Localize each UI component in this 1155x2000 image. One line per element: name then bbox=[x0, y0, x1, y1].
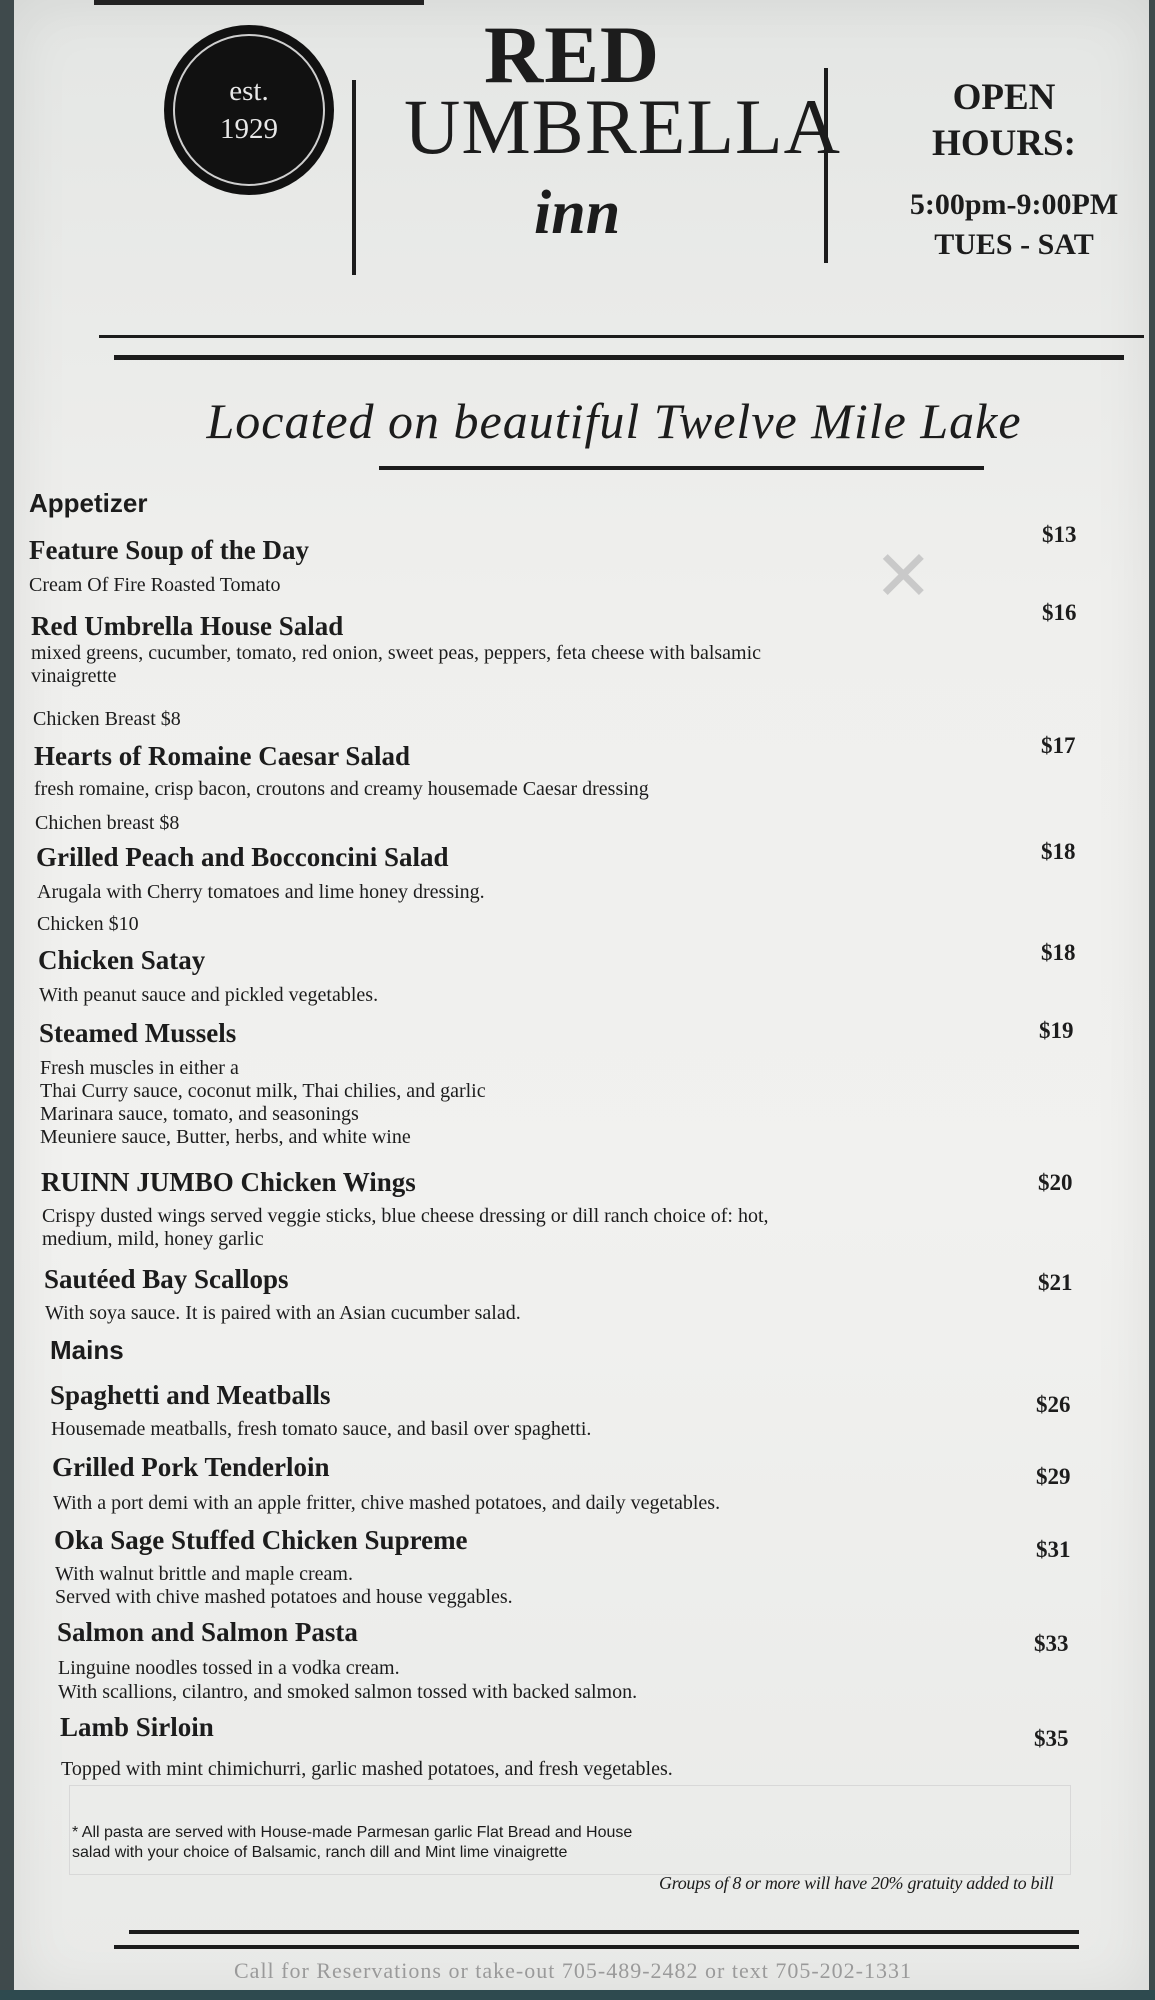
menu-item-name: Sautéed Bay Scallops bbox=[44, 1264, 289, 1294]
tagline-underline bbox=[379, 466, 984, 470]
tagline: Located on beautiful Twelve Mile Lake bbox=[206, 393, 1022, 449]
menu-page bbox=[14, 0, 1149, 2000]
menu-item-price: $29 bbox=[1036, 1464, 1071, 1489]
restaurant-name-line2: UMBRELLA bbox=[404, 83, 841, 170]
menu-item-name: Red Umbrella House Salad bbox=[31, 611, 344, 641]
menu-item-price: $35 bbox=[1034, 1726, 1069, 1751]
open-hours-heading bbox=[914, 75, 1094, 167]
menu-item-price: $31 bbox=[1036, 1537, 1071, 1562]
menu-item-desc: Served with chive mashed potatoes and house veggables. bbox=[55, 1586, 513, 1608]
menu-item-name: Grilled Pork Tenderloin bbox=[52, 1452, 330, 1482]
header-divider-left bbox=[352, 80, 356, 275]
gratuity-note: Groups of 8 or more will have 20% gratuity added to bill bbox=[659, 1873, 1054, 1893]
menu-item-desc: Arugala with Cherry tomatoes and lime honey dressing. bbox=[37, 881, 485, 903]
menu-item-desc: With scallions, cilantro, and smoked salmon tossed with backed salmon. bbox=[58, 1681, 638, 1703]
header-rule-1 bbox=[99, 335, 1144, 338]
menu-item-name: Oka Sage Stuffed Chicken Supreme bbox=[54, 1525, 468, 1555]
close-mark-icon: ✕ bbox=[874, 535, 933, 617]
menu-item-desc: vinaigrette bbox=[31, 665, 117, 687]
section-mains: Mains bbox=[50, 1335, 124, 1365]
menu-item-price: $16 bbox=[1042, 600, 1077, 625]
bottom-edge-bar bbox=[0, 1990, 1155, 2000]
menu-item-desc: With soya sauce. It is paired with an Asian cucumber salad. bbox=[45, 1302, 521, 1324]
menu-item-desc: Crispy dusted wings served veggie sticks, blue cheese dressing or dill ranch choice of: hot, bbox=[42, 1205, 769, 1227]
menu-item-desc: mixed greens, cucumber, tomato, red onion, sweet peas, peppers, feta cheese with balsamic bbox=[31, 642, 762, 664]
established-badge bbox=[164, 25, 334, 195]
menu-item-name: Grilled Peach and Bocconcini Salad bbox=[36, 842, 449, 872]
menu-item-name: Steamed Mussels bbox=[39, 1018, 237, 1048]
open-hours-line2: HOURS: bbox=[932, 123, 1076, 164]
top-rule bbox=[94, 0, 424, 5]
menu-item-desc: Cream Of Fire Roasted Tomato bbox=[29, 574, 281, 596]
menu-item-desc: With walnut brittle and maple cream. bbox=[55, 1563, 353, 1585]
menu-item-desc: Fresh muscles in either a bbox=[40, 1057, 239, 1079]
menu-item-desc: Chicken $10 bbox=[37, 913, 139, 935]
menu-item-desc: Housemade meatballs, fresh tomato sauce, and basil over spaghetti. bbox=[51, 1418, 592, 1440]
restaurant-name-line3: inn bbox=[534, 179, 621, 247]
menu-item-desc: With peanut sauce and pickled vegetables. bbox=[39, 984, 379, 1006]
menu-item-price: $33 bbox=[1034, 1631, 1069, 1656]
footer-rule-2 bbox=[114, 1945, 1079, 1949]
menu-item-price: $26 bbox=[1036, 1392, 1071, 1417]
open-hours-line1: OPEN bbox=[952, 77, 1056, 118]
restaurant-name-line1: RED bbox=[484, 9, 661, 100]
menu-item-price: $19 bbox=[1039, 1018, 1074, 1043]
menu-item-desc: Marinara sauce, tomato, and seasonings bbox=[40, 1103, 359, 1125]
menu-item-desc: Topped with mint chimichurri, garlic mashed potatoes, and fresh vegetables. bbox=[61, 1758, 673, 1780]
menu-item-price: $18 bbox=[1041, 839, 1076, 864]
menu-item-name: RUINN JUMBO Chicken Wings bbox=[41, 1167, 416, 1197]
menu-item-name: Spaghetti and Meatballs bbox=[50, 1380, 331, 1410]
menu-item-name: Feature Soup of the Day bbox=[29, 535, 309, 565]
menu-item-desc: Meuniere sauce, Butter, herbs, and white wine bbox=[40, 1126, 411, 1148]
menu-item-price: $18 bbox=[1041, 940, 1076, 965]
menu-item-price: $21 bbox=[1038, 1270, 1073, 1295]
menu-item-desc: medium, mild, honey garlic bbox=[42, 1228, 264, 1250]
menu-item-name: Lamb Sirloin bbox=[60, 1712, 214, 1742]
menu-item-name: Salmon and Salmon Pasta bbox=[57, 1617, 358, 1647]
reservation-contact: Call for Reservations or take-out 705-489-2482 or text 705-202-1331 bbox=[234, 1958, 912, 1983]
menu-item-price: $13 bbox=[1042, 522, 1077, 547]
open-hours-time: 5:00pm-9:00PM bbox=[909, 188, 1119, 221]
footer-rule-1 bbox=[129, 1930, 1079, 1934]
menu-item-price: $20 bbox=[1038, 1170, 1073, 1195]
menu-item-desc: Thai Curry sauce, coconut milk, Thai chilies, and garlic bbox=[40, 1080, 486, 1102]
menu-item-name: Hearts of Romaine Caesar Salad bbox=[34, 741, 410, 771]
header-rule-2 bbox=[114, 355, 1124, 360]
badge-inner-ring bbox=[173, 34, 325, 186]
menu-item-desc: Linguine noodles tossed in a vodka cream. bbox=[58, 1657, 400, 1679]
badge-year: 1929 bbox=[220, 113, 278, 145]
menu-item-name: Chicken Satay bbox=[38, 945, 206, 975]
menu-item-desc: Chicken Breast $8 bbox=[33, 708, 181, 730]
menu-item-desc: With a port demi with an apple fritter, chive mashed potatoes, and daily vegetables. bbox=[53, 1492, 721, 1514]
menu-item-desc: Chichen breast $8 bbox=[35, 812, 180, 834]
badge-est-label: est. bbox=[229, 75, 269, 107]
menu-item-price: $17 bbox=[1041, 733, 1076, 758]
open-hours-days: TUES - SAT bbox=[934, 228, 1094, 261]
pasta-note: * All pasta are served with House-made Parmesan garlic Flat Bread and House salad with your choice of Balsamic, ranch dill and Mint lime vinaigrette bbox=[72, 1824, 633, 1861]
section-appetizer: Appetizer bbox=[29, 488, 148, 518]
menu-item-desc: fresh romaine, crisp bacon, croutons and creamy housemade Caesar dressing bbox=[34, 778, 649, 800]
